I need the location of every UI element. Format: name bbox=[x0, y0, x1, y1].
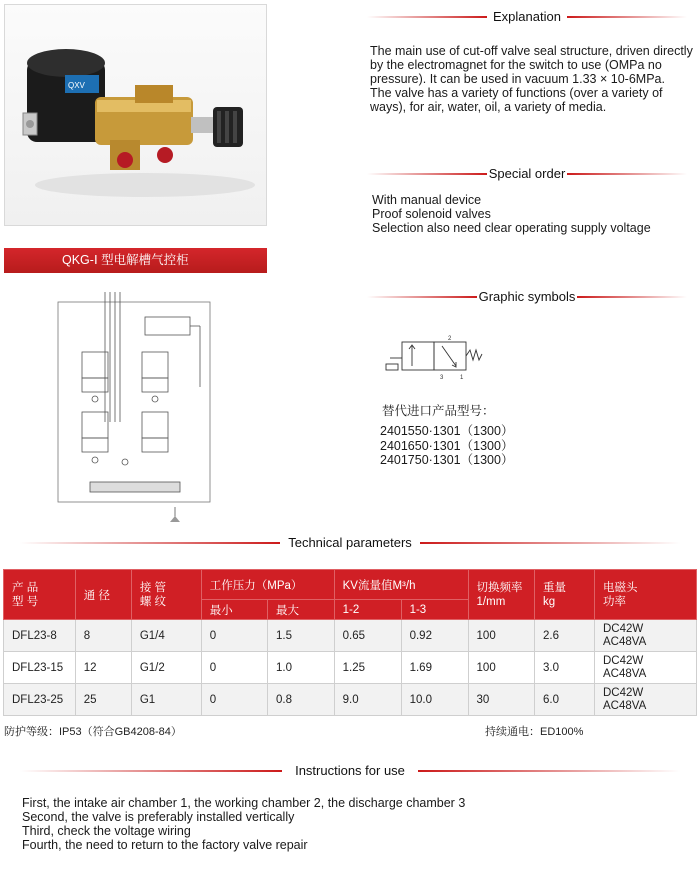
explanation-header bbox=[367, 9, 687, 25]
table-row bbox=[4, 652, 697, 684]
explanation-text bbox=[370, 44, 695, 114]
cell-kv-1-3: 1.69 bbox=[401, 652, 468, 684]
header-bore: 通 径 bbox=[75, 570, 131, 620]
replacement-model: 2401650·1301（1300） bbox=[380, 438, 514, 453]
instruction-line: Second, the valve is preferably installed vertically bbox=[22, 810, 295, 824]
circuit-diagram bbox=[50, 282, 220, 530]
header-pressure-max: 最大 bbox=[268, 600, 335, 620]
cell-pressure-min: 0 bbox=[201, 652, 267, 684]
special-order-line: With manual device bbox=[372, 193, 482, 207]
port-1-label: 1 bbox=[460, 375, 464, 381]
header-pressure: 工作压力（MPa） bbox=[201, 570, 334, 600]
cell-pressure-max: 1.5 bbox=[268, 620, 335, 652]
cell-power: DC42W AC48VA bbox=[595, 684, 697, 716]
explanation-line: by the electromagnet for the switch to use (OMPa no bbox=[370, 58, 662, 72]
cell-pressure-max: 1.0 bbox=[268, 652, 335, 684]
cell-frequency: 100 bbox=[468, 620, 534, 652]
header-kv-1-2: 1-2 bbox=[334, 600, 401, 620]
product-photo bbox=[4, 4, 267, 226]
header-pressure-min: 最小 bbox=[201, 600, 267, 620]
cell-model: DFL23-15 bbox=[4, 652, 76, 684]
cell-kv-1-3: 0.92 bbox=[401, 620, 468, 652]
cell-thread: G1 bbox=[131, 684, 201, 716]
svg-text:QXV: QXV bbox=[68, 81, 85, 90]
header-weight: 重量 kg bbox=[535, 570, 595, 620]
cell-kv-1-2: 9.0 bbox=[334, 684, 401, 716]
cell-bore: 25 bbox=[75, 684, 131, 716]
explanation-line: The main use of cut-off valve seal structure, driven directly bbox=[370, 44, 693, 58]
header-kv-1-3: 1-3 bbox=[401, 600, 468, 620]
duty-note: 持续通电：ED100% bbox=[485, 726, 584, 738]
header-thread: 接 管 螺 纹 bbox=[131, 570, 201, 620]
cell-model: DFL23-25 bbox=[4, 684, 76, 716]
explanation-title: Explanation bbox=[493, 9, 561, 24]
cell-thread: G1/4 bbox=[131, 620, 201, 652]
special-order-header bbox=[367, 166, 687, 182]
protection-note: 防护等级：IP53（符合GB4208-84） bbox=[4, 726, 182, 738]
instruction-line: Fourth, the need to return to the factory valve repair bbox=[22, 838, 308, 852]
cell-weight: 3.0 bbox=[535, 652, 595, 684]
special-order-title: Special order bbox=[488, 166, 566, 181]
cell-weight: 6.0 bbox=[535, 684, 595, 716]
instructions-title: Instructions for use bbox=[295, 763, 405, 778]
technical-parameters-title: Technical parameters bbox=[288, 535, 412, 550]
instruction-line: Third, check the voltage wiring bbox=[22, 824, 191, 838]
special-order-text bbox=[372, 193, 692, 235]
special-order-line: Selection also need clear operating supply voltage bbox=[372, 221, 651, 235]
graphic-symbols-title: Graphic symbols bbox=[478, 289, 576, 304]
cell-weight: 2.6 bbox=[535, 620, 595, 652]
port-3-label: 3 bbox=[440, 375, 444, 381]
cell-pressure-min: 0 bbox=[201, 684, 267, 716]
header-model: 产 品 型 号 bbox=[4, 570, 76, 620]
cell-kv-1-2: 1.25 bbox=[334, 652, 401, 684]
cell-frequency: 100 bbox=[468, 652, 534, 684]
cell-pressure-max: 0.8 bbox=[268, 684, 335, 716]
replacement-model: 2401750·1301（1300） bbox=[380, 453, 514, 467]
cell-pressure-min: 0 bbox=[201, 620, 267, 652]
header-frequency: 切换频率 1/mm bbox=[468, 570, 534, 620]
graphic-symbols-header bbox=[367, 289, 687, 305]
technical-parameters-header bbox=[20, 535, 680, 551]
table-row bbox=[4, 684, 697, 716]
cell-power: DC42W AC48VA bbox=[595, 652, 697, 684]
instructions-text bbox=[22, 796, 682, 852]
cell-frequency: 30 bbox=[468, 684, 534, 716]
special-order-line: Proof solenoid valves bbox=[372, 207, 491, 221]
cell-power: DC42W AC48VA bbox=[595, 620, 697, 652]
table-row bbox=[4, 620, 697, 652]
replacement-models bbox=[380, 424, 513, 468]
technical-parameters-table bbox=[3, 569, 697, 716]
cell-bore: 8 bbox=[75, 620, 131, 652]
port-2-label: 2 bbox=[448, 336, 452, 342]
replacement-model: 2401550·1301（1300） bbox=[380, 424, 514, 438]
explanation-line: The valve has a variety of functions (over a variety of bbox=[370, 86, 663, 100]
replacement-title: 替代进口产品型号： bbox=[382, 404, 495, 418]
cell-kv-1-2: 0.65 bbox=[334, 620, 401, 652]
cell-bore: 12 bbox=[75, 652, 131, 684]
instructions-header bbox=[20, 763, 680, 779]
cell-kv-1-3: 10.0 bbox=[401, 684, 468, 716]
header-power: 电磁头 功率 bbox=[595, 570, 697, 620]
cell-thread: G1/2 bbox=[131, 652, 201, 684]
explanation-line: ways), for air, water, oil, a variety of media. bbox=[370, 100, 607, 114]
header-kv: KV流量值M³/h bbox=[334, 570, 468, 600]
product-banner: QKG-Ⅰ 型电解槽气控柜 bbox=[4, 248, 267, 273]
explanation-line: pressure). It can be used in vacuum 1.33 × 10-6MPa. bbox=[370, 72, 665, 86]
cell-model: DFL23-8 bbox=[4, 620, 76, 652]
instruction-line: First, the intake air chamber 1, the working chamber 2, the discharge chamber 3 bbox=[22, 796, 466, 810]
valve-symbol bbox=[382, 330, 492, 385]
